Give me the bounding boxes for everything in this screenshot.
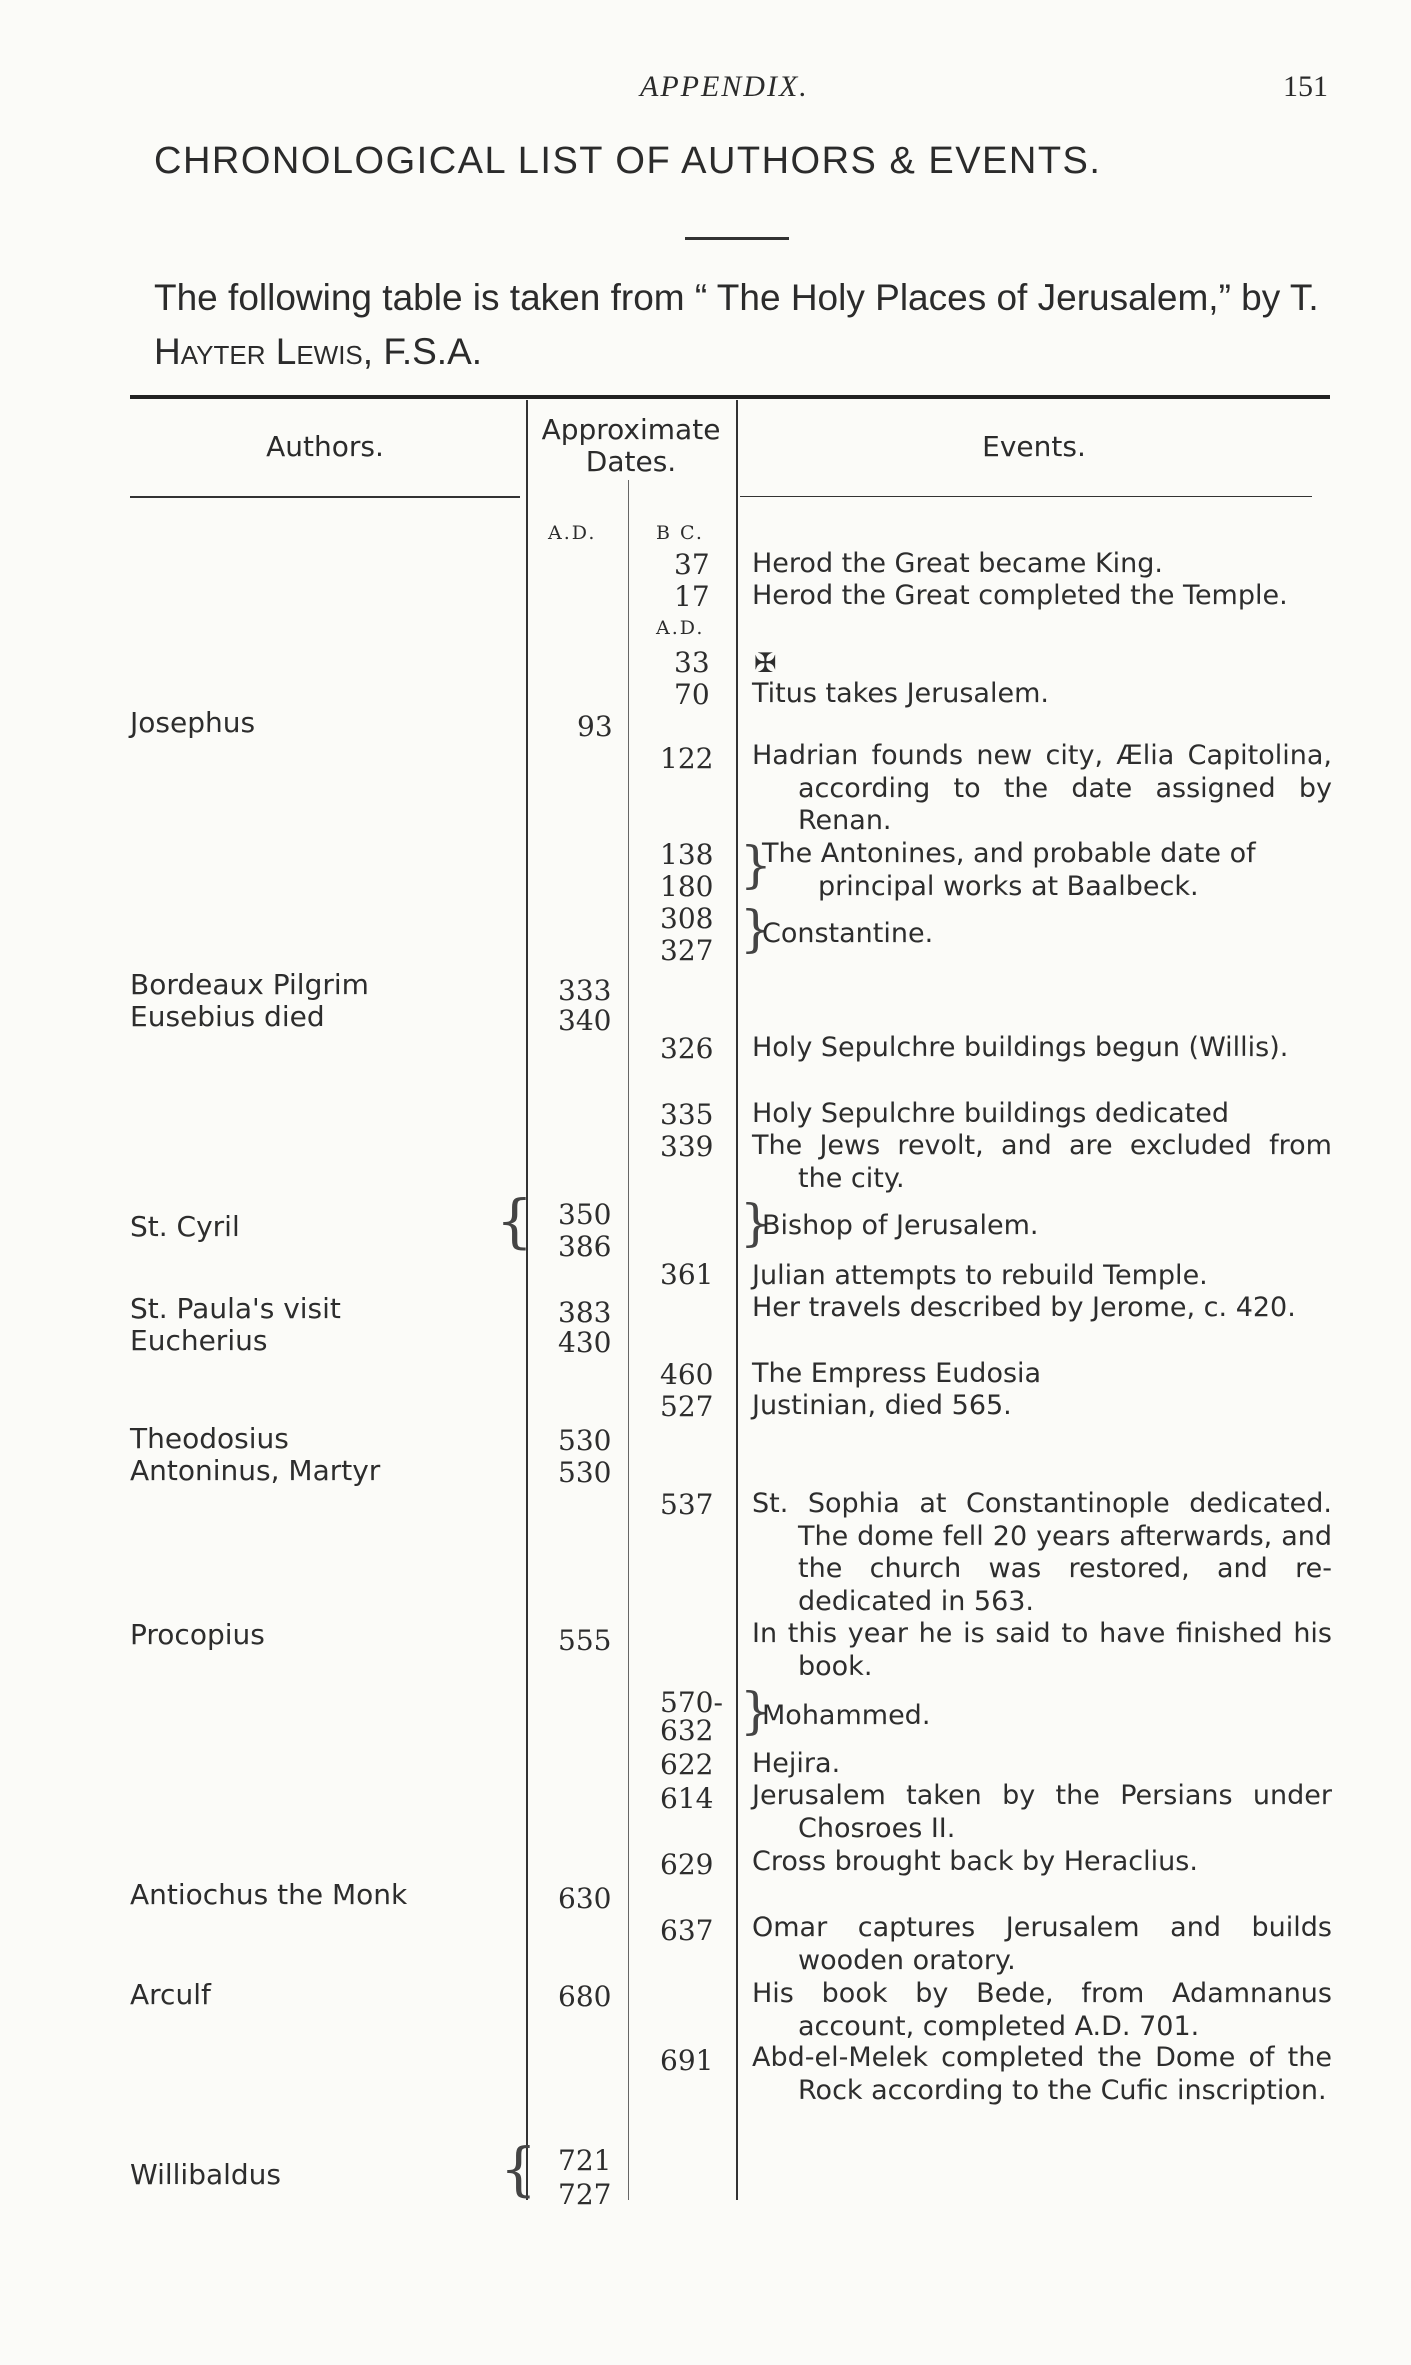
event-date: 122 [660, 742, 714, 775]
event-date: 326 [660, 1032, 714, 1065]
event-date: 637 [660, 1914, 714, 1947]
author-name: Theodosius [130, 1422, 289, 1455]
event-date-2: 327 [660, 934, 714, 967]
subheader-ad-2: A.D. [656, 617, 705, 639]
event-date-2: 632 [660, 1714, 714, 1747]
event-date: 629 [660, 1848, 714, 1881]
event-text: The Jews revolt, and are excluded from the city. [752, 1130, 1332, 1194]
page-title: CHRONOLOGICAL LIST OF AUTHORS & EVENTS. [154, 140, 1102, 182]
header-dates [528, 414, 734, 478]
event-text: Herod the Great became King. [752, 548, 1163, 579]
event-text: Justinian, died 565. [752, 1390, 1012, 1421]
event-date: 614 [660, 1782, 714, 1815]
author-name: St. Cyril [130, 1210, 240, 1243]
running-head-title: APPENDIX. [640, 70, 809, 103]
author-date-2: 727 [558, 2178, 612, 2211]
author-date: 340 [558, 1004, 612, 1037]
event-date: 308 [660, 902, 714, 935]
author-name: St. Paula's visit [130, 1292, 341, 1325]
author-name: Josephus [130, 706, 256, 739]
column-divider-1 [526, 400, 528, 2200]
author-date: 350 [558, 1198, 612, 1231]
event-text: Bishop of Jerusalem. [762, 1210, 1039, 1241]
event-text: Hejira. [752, 1748, 841, 1779]
author-name: Willibaldus [130, 2158, 282, 2191]
header-rule-authors [130, 496, 520, 498]
brace: { [500, 2135, 537, 2203]
event-date: 691 [660, 2044, 714, 2077]
event-date: 339 [660, 1130, 714, 1163]
author-date: 430 [558, 1326, 612, 1359]
table-top-rule [130, 395, 1330, 399]
header-dates-line1: Approximate [541, 413, 721, 446]
event-text: Mohammed. [762, 1700, 931, 1731]
author-name: Arculf [130, 1978, 211, 2011]
event-date: 361 [660, 1258, 714, 1291]
event-text: Holy Sepulchre buildings begun (Willis). [752, 1032, 1289, 1063]
event-date-2: 180 [660, 870, 714, 903]
intro-author: Hayter Lewis [154, 331, 363, 372]
author-date: 555 [558, 1624, 612, 1657]
event-text: Her travels described by Jerome, c. 420. [752, 1292, 1296, 1323]
event-date: 33 [674, 646, 710, 679]
event-text: Hadrian founds new city, Ælia Capitolina, according to the date assigned by Renan. [752, 740, 1332, 836]
event-date: 537 [660, 1488, 714, 1521]
author-date: 530 [558, 1456, 612, 1489]
title-rule [685, 237, 789, 240]
event-date: 37 [674, 548, 710, 581]
event-text: Omar captures Jerusalem and builds wooden oratory. [752, 1912, 1332, 1976]
event-date: 570- [660, 1686, 723, 1719]
author-date: 530 [558, 1424, 612, 1457]
brace: } [740, 900, 772, 958]
cross-symbol: ✠ [754, 648, 777, 679]
header-authors: Authors. [266, 430, 384, 463]
brace: } [740, 1194, 772, 1252]
brace: } [740, 836, 772, 894]
event-date: 17 [674, 580, 710, 613]
event-text: In this year he is said to have finished his book. [752, 1618, 1332, 1682]
subheader-ad: A.D. [548, 522, 597, 544]
event-text: Herod the Great completed the Temple. [752, 580, 1288, 611]
event-date: 460 [660, 1358, 714, 1391]
author-date: 680 [558, 1980, 612, 2013]
author-date-2: 386 [558, 1230, 612, 1263]
event-text: St. Sophia at Constantinople dedicated. The dome fell 20 years afterwards, and the church was restored, and re-dedicated in 563. [752, 1488, 1332, 1617]
event-date: 335 [660, 1098, 714, 1131]
author-date: 383 [558, 1296, 612, 1329]
event-text: Holy Sepulchre buildings dedicated [752, 1098, 1229, 1129]
brace: } [740, 1682, 772, 1740]
author-name: Antiochus the Monk [130, 1878, 408, 1911]
intro-text-before: The following table is taken from “ The Holy Places of Jerusalem,” by T. [154, 277, 1319, 318]
intro-text-after: , F.S.A. [362, 331, 483, 372]
intro-paragraph [154, 271, 1324, 379]
column-divider-dates [628, 480, 629, 2200]
event-text: Julian attempts to rebuild Temple. [752, 1260, 1208, 1291]
header-events: Events. [982, 430, 1086, 463]
brace: { [496, 1187, 533, 1255]
event-date: 138 [660, 838, 714, 871]
event-date: 70 [674, 678, 710, 711]
event-text: Titus takes Jerusalem. [752, 678, 1049, 709]
author-date: 630 [558, 1882, 612, 1915]
event-text: His book by Bede, from Adamnanus account, completed A.D. 701. [752, 1978, 1332, 2042]
author-name: Antoninus, Martyr [130, 1454, 381, 1487]
header-rule-events [740, 496, 1312, 497]
author-name: Eusebius died [130, 1000, 325, 1033]
event-text: Cross brought back by Heraclius. [752, 1846, 1198, 1877]
event-text: Abd-el-Melek completed the Dome of the Rock according to the Cufic inscription. [752, 2042, 1332, 2106]
header-dates-line2: Dates. [585, 445, 677, 478]
event-date: 527 [660, 1390, 714, 1423]
author-name: Procopius [130, 1618, 265, 1651]
author-date: 333 [558, 974, 612, 1007]
author-name: Eucherius [130, 1324, 268, 1357]
event-text: The Empress Eudosia [752, 1358, 1042, 1389]
author-date: 721 [558, 2144, 612, 2177]
event-text: Constantine. [762, 918, 934, 949]
event-text: Jerusalem taken by the Persians under Chosroes II. [752, 1780, 1332, 1844]
author-name: Bordeaux Pilgrim [130, 968, 369, 1001]
subheader-bc: B C. [656, 522, 704, 544]
column-divider-2 [736, 400, 738, 2200]
event-date: 622 [660, 1748, 714, 1781]
event-text: The Antonines, and probable date of principal works at Baalbeck. [762, 838, 1256, 902]
author-date: 93 [577, 710, 613, 743]
running-head [0, 70, 1411, 114]
page-number: 151 [1283, 70, 1328, 103]
